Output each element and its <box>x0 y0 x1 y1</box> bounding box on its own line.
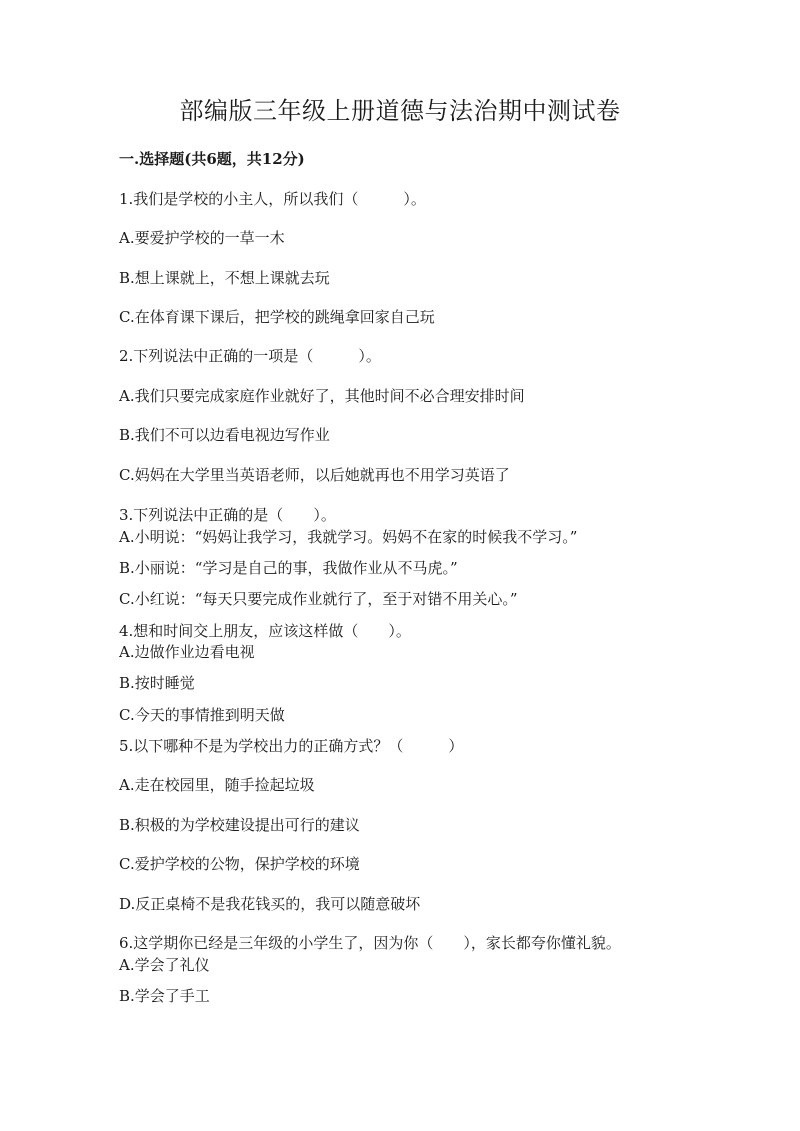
option-3b: B.小丽说：“学习是自己的事，我做作业从不马虎。” <box>119 559 458 577</box>
option-1b: B.想上课就上，不想上课就去玩 <box>119 269 330 287</box>
option-5a: A.走在校园里，随手捡起垃圾 <box>119 776 315 794</box>
section-heading: 一.选择题(共6题，共12分) <box>119 150 305 168</box>
question-5: 5.以下哪种不是为学校出力的正确方式？（ ） <box>119 737 464 755</box>
option-6a: A.学会了礼仪 <box>119 956 210 974</box>
question-1: 1.我们是学校的小主人，所以我们（ ）。 <box>119 190 426 208</box>
option-5d: D.反正桌椅不是我花钱买的，我可以随意破坏 <box>119 895 421 913</box>
option-4a: A.边做作业边看电视 <box>119 643 255 661</box>
option-2b: B.我们不可以边看电视边写作业 <box>119 426 330 444</box>
option-4b: B.按时睡觉 <box>119 674 195 692</box>
option-5c: C.爱护学校的公物，保护学校的环境 <box>119 855 360 873</box>
question-6: 6.这学期你已经是三年级的小学生了，因为你（ ），家长都夸你懂礼貌。 <box>119 934 621 952</box>
question-3: 3.下列说法中正确的是（ ）。 <box>119 506 336 524</box>
option-2a: A.我们只要完成家庭作业就好了，其他时间不必合理安排时间 <box>119 387 525 405</box>
option-4c: C.今天的事情推到明天做 <box>119 706 285 724</box>
option-6b: B.学会了手工 <box>119 987 210 1005</box>
option-2c: C.妈妈在大学里当英语老师，以后她就再也不用学习英语了 <box>119 466 510 484</box>
option-3c: C.小红说：“每天只要完成作业就行了，至于对错不用关心。” <box>119 590 518 608</box>
option-1c: C.在体育课下课后，把学校的跳绳拿回家自己玩 <box>119 308 435 326</box>
option-5b: B.积极的为学校建设提出可行的建议 <box>119 816 360 834</box>
question-2: 2.下列说法中正确的一项是（ ）。 <box>119 347 381 365</box>
option-1a: A.要爱护学校的一草一木 <box>119 229 285 247</box>
option-3a: A.小明说：“妈妈让我学习，我就学习。妈妈不在家的时候我不学习。” <box>119 528 578 546</box>
page-title: 部编版三年级上册道德与法治期中测试卷 <box>179 97 621 125</box>
question-4: 4.想和时间交上朋友，应该这样做（ ）。 <box>119 622 411 640</box>
